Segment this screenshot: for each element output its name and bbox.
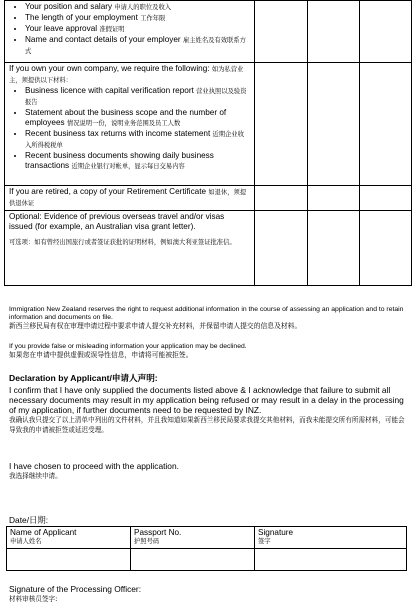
- processing-officer-signature: [9, 584, 407, 604]
- inz-rights-notice-zh: 新西兰移民局有权在审理申请过程中要求申请人提交补充材料，并保留申请人提交的信息及材料。: [9, 322, 302, 330]
- optional-cell: [5, 211, 255, 286]
- employment-items-list: [9, 2, 250, 57]
- processing-officer-label-zh: 材料审核员签字:: [9, 595, 58, 603]
- checklist-row-optional: [5, 211, 412, 286]
- proceed-statement: [9, 461, 407, 481]
- inz-rights-notice-en: Immigration New Zealand reserves the right to request additional information in the course of assessing an application and to retain information and documents on file.: [9, 306, 404, 321]
- retired-cell: [5, 186, 255, 211]
- checklist-check-cell[interactable]: [360, 186, 412, 211]
- checklist-check-cell[interactable]: [308, 63, 360, 186]
- checklist-row-employment: [5, 1, 412, 63]
- checklist-check-cell[interactable]: [308, 1, 360, 63]
- list-item: • Statement about the business scope and the number of employees 情况说明一份，说明业务范围及员工人数: [25, 108, 250, 129]
- list-item: • Recent business documents showing daily business transactions 近期企业银行对帐单，显示每日交易内容: [25, 151, 250, 172]
- applicant-entry-row: [7, 549, 407, 571]
- declaration-heading: Declaration by Applicant/申请人声明:: [9, 373, 158, 383]
- list-item: • Name and contact details of your employer 雇主姓名及有效联系方式: [25, 35, 250, 57]
- proceed-statement-zh: 我选择继续申请。: [9, 472, 62, 480]
- optional-text-en: Optional: Evidence of previous overseas travel and/or visas issued (for example, an Australian visa grant letter).: [9, 212, 225, 231]
- header-signature: Signature 签字: [255, 527, 407, 549]
- document-checklist-table: [4, 0, 412, 286]
- checklist-check-cell[interactable]: [255, 63, 308, 186]
- checklist-check-cell[interactable]: [255, 1, 308, 63]
- applicant-signature-table: [6, 526, 407, 571]
- checklist-check-cell[interactable]: [255, 211, 308, 286]
- checklist-check-cell[interactable]: [308, 211, 360, 286]
- checklist-check-cell[interactable]: [360, 63, 412, 186]
- processing-officer-label-en: Signature of the Processing Officer:: [9, 584, 142, 594]
- proceed-statement-en: I have chosen to proceed with the application.: [9, 461, 179, 471]
- optional-text-zh: 可选项：如有曾经出国旅行或者签证获批的证明材料，例如澳大利亚签证批准信。: [9, 239, 236, 246]
- list-item: • The length of your employment 工作年限: [25, 13, 250, 24]
- list-item: • Recent business tax returns with income statement 近期企业收入所得税税单: [25, 129, 250, 151]
- checklist-row-retired: [5, 186, 412, 211]
- checklist-check-cell[interactable]: [308, 186, 360, 211]
- declaration-text-zh: 我确认我只提交了以上清单中列出的文件材料，并且我知道如果新西兰移民局要求我提交其他材料，而我未能提交所有所需材料，可能会导致我的申请被拒签或延迟受理。: [9, 416, 405, 434]
- declaration-text-en: I confirm that I have only supplied the documents listed above & I acknowledge that failure to submit all necessary documents may result in my application being refused or may result in a delay in the processing of my application, if further documents need to be requested by INZ.: [9, 385, 404, 415]
- applicant-name-cell[interactable]: [7, 549, 131, 571]
- list-item: • Your position and salary 申请人的职位及收入: [25, 2, 250, 13]
- header-name-of-applicant: Name of Applicant 申请人姓名: [7, 527, 131, 549]
- declaration-text: [9, 385, 407, 435]
- checklist-check-cell[interactable]: [360, 211, 412, 286]
- checklist-row-own-company: [5, 63, 412, 186]
- checklist-check-cell[interactable]: [360, 1, 412, 63]
- inz-rights-notice: [9, 306, 407, 330]
- own-company-items-list: [9, 86, 250, 172]
- date-label: Date/日期:: [9, 515, 49, 525]
- false-info-notice-zh: 如果您在申请中提供虚假或误导性信息，申请将可能被拒签。: [9, 351, 193, 359]
- retired-text: If you are retired, a copy of your Retirement Certificate 如退休，须提供退休证: [9, 187, 247, 207]
- list-item: • Your leave approval 准假证明: [25, 24, 250, 35]
- employment-items-cell: [5, 1, 255, 63]
- list-item: • Business licence with capital verification report 营业执照以及验资报告: [25, 86, 250, 108]
- applicant-table-header-row: [7, 527, 407, 549]
- checklist-check-cell[interactable]: [255, 186, 308, 211]
- own-company-cell: [5, 63, 255, 186]
- false-info-notice: [9, 343, 407, 359]
- header-passport-no: Passport No. 护照号码: [131, 527, 255, 549]
- false-info-notice-en: If you provide false or misleading information your application may be declined.: [9, 343, 247, 350]
- own-company-intro: If you own your own company, we require the following: 如为私营业主，须提供以下材料：: [9, 64, 244, 84]
- signature-cell[interactable]: [255, 549, 407, 571]
- passport-no-cell[interactable]: [131, 549, 255, 571]
